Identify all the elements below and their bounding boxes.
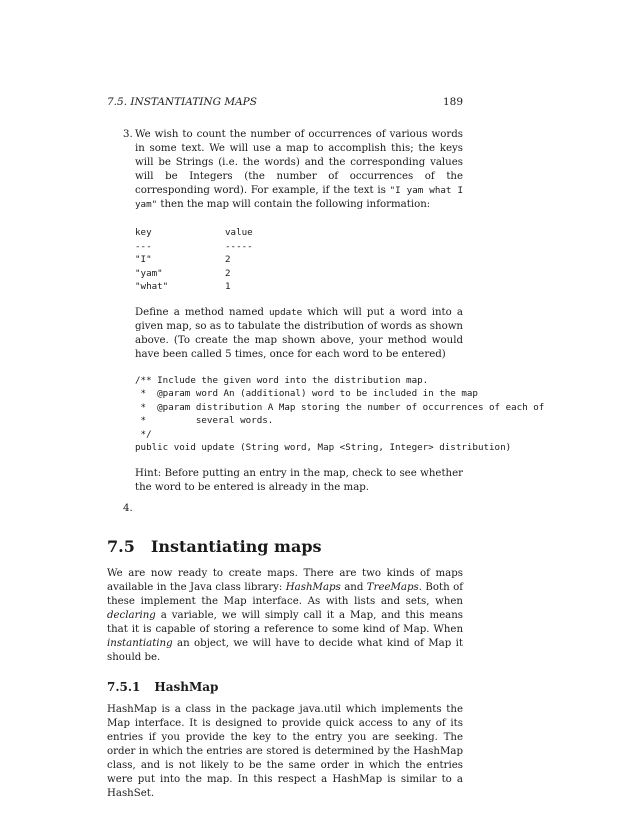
- underline-value: -----: [225, 240, 253, 252]
- row-key: "what": [135, 281, 169, 292]
- section-text-and: and: [340, 581, 367, 593]
- define-text-b: which will put a word into a given map, so as to tabulate the distribution of words as shown above. (To create the map shown above, your method would have been called 5 times, once for each word to be entered): [135, 306, 463, 360]
- section-title: Instantiating maps: [150, 536, 322, 556]
- subsection-paragraph: HashMap is a class in the package java.util which implements the Map interface. It is designed to provide quick access to any of its entries if you provide the key to the entry you are seeking. The order in which the entries are stored is determined by the HashMap class, and is not likely to be the same order in which the entries were put into the map. In this respect a HashMap is similar to a HashSet.: [107, 703, 463, 799]
- subsection-title: HashMap: [154, 679, 219, 694]
- table-row: [135, 280, 463, 294]
- instantiating-term: instantiating: [107, 637, 173, 649]
- running-head: [107, 96, 463, 110]
- item-intro: [135, 128, 463, 212]
- running-head-title: 7.5. INSTANTIATING MAPS: [107, 96, 257, 108]
- table-row: [135, 253, 463, 267]
- code-line: * several words.: [135, 415, 274, 426]
- row-value: 1: [225, 281, 231, 292]
- method-name: update: [269, 306, 303, 318]
- hint-paragraph: Hint: Before putting an entry in the map, check to see whether the word to be entered is already in the map.: [135, 467, 463, 493]
- item-number: 3.: [123, 129, 133, 140]
- section-text-3: a variable, we will simply call it a Map, and this means that it is capable of storing a reference to some kind of Map. When: [107, 609, 463, 635]
- table-underline: [135, 240, 463, 254]
- code-line: public void update (String word, Map <String, Integer> distribution): [135, 442, 512, 453]
- define-text-a: Define a method named: [135, 306, 269, 318]
- code-line: */: [135, 428, 152, 440]
- code-line: * @param word An (additional) word to be included in the map: [135, 388, 478, 399]
- row-key: "yam": [135, 267, 163, 279]
- intro-text-a: We wish to count the number of occurrences of various words in some text. We will use a map to accomplish this; the keys will be Strings (i.e. the words) and the corresponding values will be Integers (the number of occurrences of the corresponding word). For example, if the text is: [135, 129, 463, 196]
- table-row: [135, 267, 463, 281]
- row-value: 2: [225, 254, 231, 265]
- subsection-heading: [107, 679, 463, 695]
- subsection-number: 7.5.1: [107, 679, 141, 694]
- underline-key: ---: [135, 240, 152, 252]
- code-line: * @param distribution A Map storing the number of occurrences of each of: [135, 401, 545, 413]
- define-paragraph: [135, 306, 463, 362]
- exercise-item-4: [107, 503, 463, 517]
- code-line: /** Include the given word into the distribution map.: [135, 374, 429, 386]
- section-text-1: We are now ready to create maps. There are two kinds of maps available in the Java class library:: [107, 567, 463, 593]
- section-number: 7.5: [107, 536, 135, 556]
- intro-text-b: then the map will contain the following information:: [157, 199, 431, 210]
- page: [107, 96, 545, 801]
- row-key: "I": [135, 254, 152, 265]
- row-value: 2: [225, 267, 231, 279]
- header-value: value: [225, 227, 253, 238]
- page-number: 189: [442, 96, 463, 108]
- table-header: [135, 226, 463, 240]
- word-count-table: [135, 226, 463, 294]
- item-number: 4.: [123, 502, 133, 514]
- header-key: key: [135, 227, 152, 238]
- treemaps-term: TreeMaps: [366, 581, 419, 593]
- section-text-4: an object, we will have to decide what kind of Map it should be.: [107, 637, 463, 663]
- exercise-item-3: [107, 128, 545, 495]
- example-text: "I yam what I yam": [135, 185, 463, 210]
- section-text-2: . Both of these implement the Map interface. As with lists and sets, when: [107, 581, 463, 607]
- declaring-term: declaring: [107, 609, 156, 621]
- section-paragraph: [107, 567, 463, 665]
- hashmaps-term: HashMaps: [285, 581, 341, 593]
- code-block: [135, 374, 545, 455]
- section-heading: [107, 537, 463, 557]
